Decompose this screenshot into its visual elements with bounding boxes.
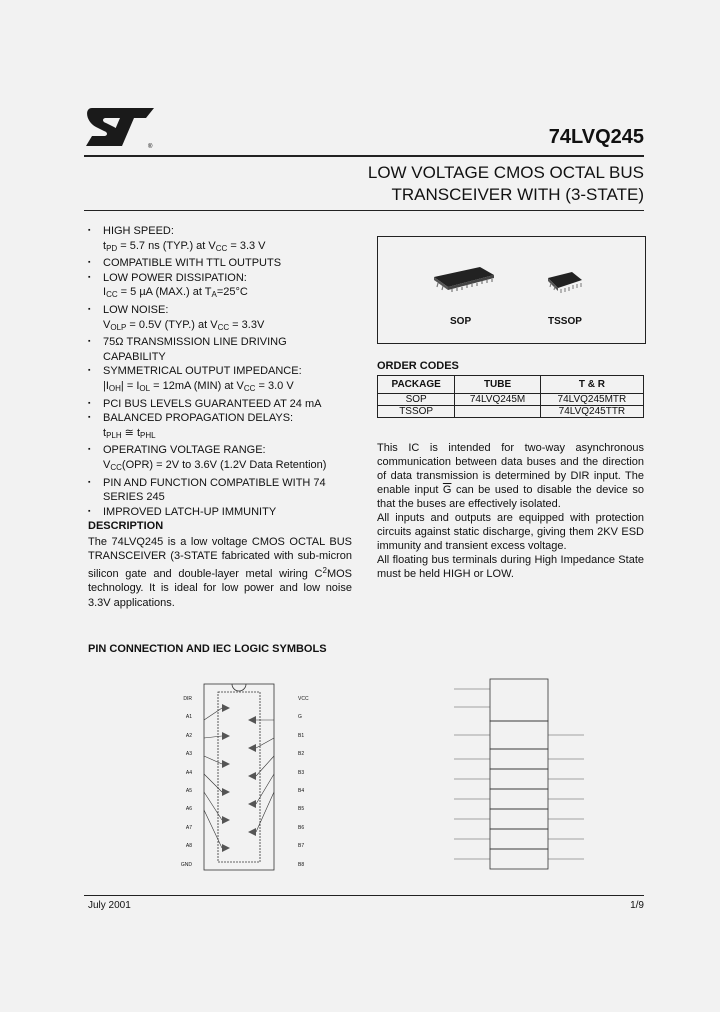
pin-label: A7 (185, 824, 192, 831)
feature-item: ▪ 75Ω TRANSMISSION LINE DRIVING CAPABILITY (88, 335, 368, 364)
left-pin-labels (172, 690, 192, 874)
pin-label: A5 (185, 788, 192, 795)
column-header: T & R (540, 376, 643, 394)
table-cell: TSSOP (378, 406, 455, 418)
iec-logic-symbol (440, 675, 600, 885)
table-cell: 74LVQ245MTR (540, 394, 643, 406)
pin-label: A3 (185, 751, 192, 758)
feature-item: ▪ PIN AND FUNCTION COMPATIBLE WITH 74 SERIES 245 (88, 476, 368, 505)
pin-label: B6 (298, 824, 305, 831)
feature-item: ▪ OPERATING VOLTAGE RANGE: $V_{CC}(OPR) = 2V$ to 3.6V (1.2V Data Retention) (88, 443, 368, 475)
paragraph: All inputs and outputs are equipped with protection circuits against static discharge, giving them 2KV ESD immunity and transient excess voltage. (377, 512, 644, 552)
feature-item: ▪ HIGH SPEED: $t_{PD} = 5.7$ ns (TYP.) at $V_{CC} = 3.3$ V (88, 224, 368, 256)
tssop-package-image (546, 268, 584, 296)
pin-label: A2 (185, 732, 192, 739)
pin-label: B4 (298, 788, 305, 795)
pin-label: B2 (298, 751, 305, 758)
pin-label: DIR (183, 696, 192, 702)
right-pin-labels (298, 690, 318, 874)
feature-item: ▪ SYMMETRICAL OUTPUT IMPEDANCE: $|I_{OH}| = I_{OL} = 12mA$ (MIN) at $V_{CC} = 3.0$ V (88, 364, 368, 396)
pin-label: B7 (298, 843, 305, 850)
title-line-2: TRANSCEIVER WITH (3-STATE) (391, 185, 644, 204)
description-text: The 74LVQ245 is a low voltage CMOS OCTAL BUS TRANSCEIVER (3-STATE fabricated with sub-micron silicon gate and double-layer metal wiring $C^2MOS$ technology. It is ideal for low power and low noise 3.3V applications. (88, 536, 352, 609)
part-number: 74LVQ245 (548, 126, 644, 148)
pin-label: A6 (185, 806, 192, 813)
table-cell: 74LVQ245TTR (540, 406, 643, 418)
feature-item: ▪ COMPATIBLE WITH TTL OUTPUTS (88, 256, 368, 271)
order-codes-heading: ORDER CODES (377, 360, 459, 372)
tssop-label: TSSOP (548, 316, 582, 327)
table-header-row (378, 376, 644, 394)
description-heading: DESCRIPTION (88, 520, 164, 532)
document-title (368, 162, 644, 206)
st-logo (84, 104, 156, 150)
footer-date: July 2001 (88, 900, 131, 911)
pin-label: GND (180, 861, 192, 868)
order-codes-table (377, 375, 644, 418)
feature-list (88, 224, 368, 519)
table-cell: SOP (378, 394, 455, 406)
pin-label: B3 (298, 769, 305, 776)
pin-label: VCC (298, 696, 309, 702)
column-header: TUBE (455, 376, 540, 394)
table-cell: 74LVQ245M (455, 394, 540, 406)
svg-text:®: ® (148, 144, 153, 150)
paragraph: This IC is intended for two-way asynchronous communication between data buses and the direction of data transmission is determined by DIR input. The enable input $\overline{G}$ can be used to disable the device so that the buses are effectively isolated. (377, 442, 645, 510)
pin-label: B5 (298, 806, 305, 813)
pin-label: B8 (298, 861, 305, 868)
pin-label: G (298, 714, 302, 721)
pin-label: A4 (185, 769, 192, 776)
feature-item: ▪ LOW NOISE: $V_{OLP} = 0.5V$ (TYP.) at $V_{CC} = 3.3V$ (88, 303, 368, 335)
sop-package-image (430, 265, 498, 293)
table-cell (455, 406, 540, 418)
sop-label: SOP (450, 316, 472, 327)
paragraph: All floating bus terminals during High Impedance State must be held HIGH or LOW. (377, 554, 644, 580)
table-row (378, 394, 644, 406)
pin-label: A8 (185, 843, 192, 850)
table-row (378, 406, 644, 418)
package-box (377, 236, 646, 344)
feature-item: ▪ BALANCED PROPAGATION DELAYS: $t_{PLH}$ ≅ $t_{PHL}$ (88, 411, 368, 443)
pin-label: B1 (298, 732, 305, 739)
title-rule (84, 210, 644, 211)
pin-section-heading: PIN CONNECTION AND IEC LOGIC SYMBOLS (88, 643, 327, 655)
pin-label: A1 (185, 714, 192, 721)
feature-item: ▪ PCI BUS LEVELS GUARANTEED AT 24 mA (88, 397, 368, 412)
footer-rule (84, 895, 644, 896)
feature-item: ▪ IMPROVED LATCH-UP IMMUNITY (88, 505, 368, 520)
header-rule (84, 155, 644, 157)
title-line-1: LOW VOLTAGE CMOS OCTAL BUS (367, 163, 644, 182)
column-header: PACKAGE (378, 376, 455, 394)
order-codes-table-wrap (377, 375, 644, 418)
function-description (377, 441, 644, 581)
page-number: 1/9 (630, 900, 644, 911)
feature-item: ▪ LOW POWER DISSIPATION: $I_{CC} = 5$ µA (MAX.) at $T_A=25^\circ C$ (88, 271, 368, 303)
